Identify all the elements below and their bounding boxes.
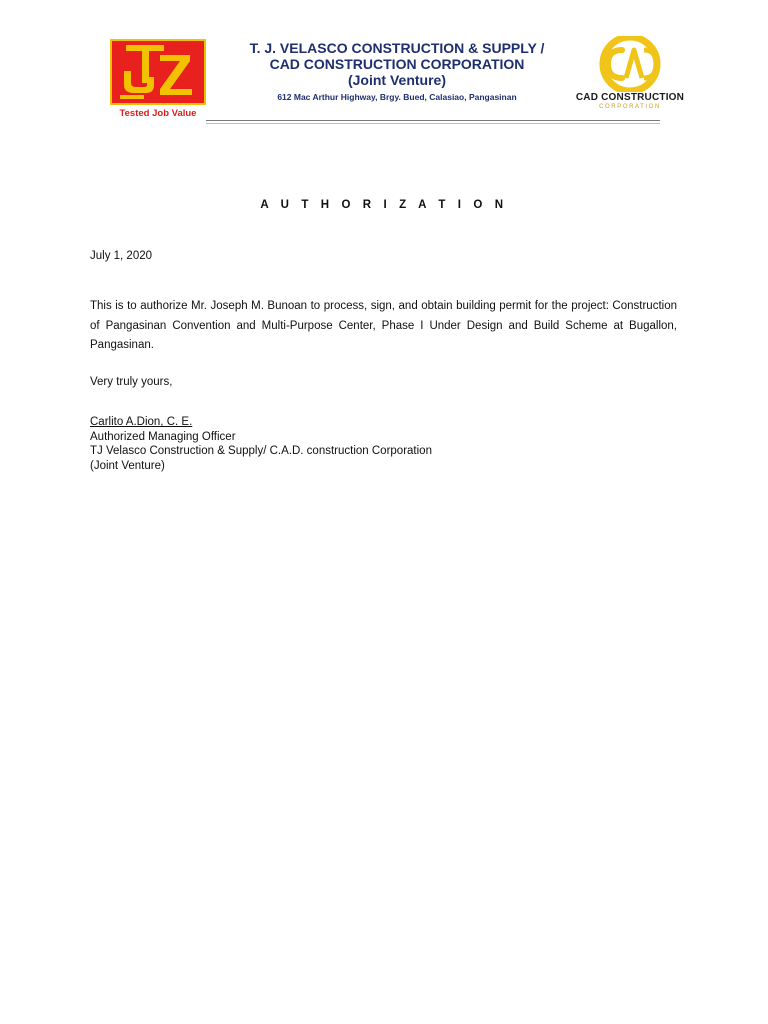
signatory-note: (Joint Venture) (90, 459, 165, 472)
tj-velasco-logo (110, 39, 206, 105)
signatory-title: Authorized Managing Officer (90, 430, 236, 443)
cad-sub: CORPORATION (599, 104, 661, 110)
letterhead-rule-thin (206, 123, 660, 124)
letterhead-rule (206, 120, 660, 121)
letterhead (0, 0, 768, 130)
document-title: A U T H O R I Z A T I O N (260, 199, 508, 211)
company-name-block (212, 40, 582, 102)
document-closing: Very truly yours, (90, 376, 173, 388)
document-body: This is to authorize Mr. Joseph M. Bunoan to process, sign, and obtain building permit for the project: Construction of Pangasinan Convention and Multi-Purpose Center, Phase I Under Design and Build Scheme at Bugallon, Pangasinan. (90, 300, 677, 351)
signatory-company: TJ Velasco Construction & Supply/ C.A.D. construction Corporation (90, 445, 432, 457)
cad-name: CAD CONSTRUCTION (575, 92, 685, 103)
company-address: 612 Mac Arthur Highway, Brgy. Bued, Calasiao, Pangasinan (277, 92, 517, 102)
tj-tagline: Tested Job Value (119, 108, 197, 119)
company-line-1: T. J. VELASCO CONSTRUCTION & SUPPLY / (249, 40, 545, 56)
document-date: July 1, 2020 (90, 250, 153, 262)
company-line-2: CAD CONSTRUCTION CORPORATION (269, 56, 525, 72)
signatory-name: Carlito A.Dion, C. E. (90, 416, 193, 428)
signature-block (90, 415, 432, 473)
company-line-3: (Joint Venture) (347, 72, 446, 88)
